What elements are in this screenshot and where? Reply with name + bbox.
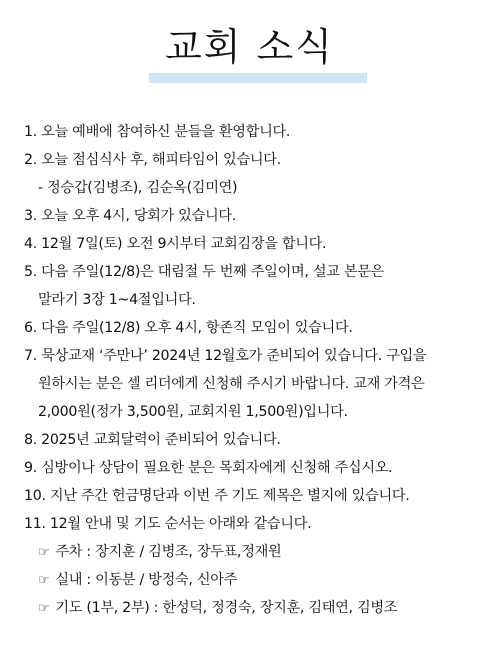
news-item-4: 4. 12월 7일(토) 오전 9시부터 교회김장을 합니다. xyxy=(24,236,327,252)
prayer-duty-text: 기도 (1부, 2부) : 한성덕, 정경숙, 장지훈, 김태연, 김병조 xyxy=(55,600,398,616)
news-item-7: 7. 묵상교재 ‘주만나’ 2024년 12월호가 준비되어 있습니다. 구입을 xyxy=(24,348,427,364)
news-item-1: 1. 오늘 예배에 참여하신 분들을 환영합니다. xyxy=(24,124,291,140)
news-item-11-indoor xyxy=(24,566,494,594)
pointing-hand-icon: ☞ xyxy=(38,573,50,588)
title-wrap xyxy=(0,24,499,70)
news-item-2: 2. 오늘 점심식사 후, 해피타임이 있습니다. xyxy=(24,152,281,168)
news-item-11-prayer xyxy=(24,594,494,622)
indoor-duty-text: 실내 : 이동분 / 방정숙, 신아주 xyxy=(55,572,238,588)
news-item-11: 11. 12월 안내 및 기도 순서는 아래와 같습니다. xyxy=(24,516,312,532)
page-title: 교회 소식 xyxy=(165,25,334,69)
news-item-11-parking xyxy=(24,538,494,566)
news-item-8: 8. 2025년 교회달력이 준비되어 있습니다. xyxy=(24,432,281,448)
parking-duty-text: 주차 : 장지훈 / 김병조, 장두표,정재원 xyxy=(55,544,282,560)
news-item-5: 5. 다음 주일(12/8)은 대림절 두 번째 주일이며, 설교 본문은 xyxy=(24,264,385,280)
news-item-7-continued-2: 2,000원(정가 3,500원, 교회지원 1,500원)입니다. xyxy=(38,404,348,420)
news-item-9: 9. 심방이나 상담이 필요한 분은 목회자에게 신청해 주십시오. xyxy=(24,460,393,476)
news-item-6: 6. 다음 주일(12/8) 오후 4시, 항존직 모임이 있습니다. xyxy=(24,320,353,336)
news-item-7-continued-1: 원하시는 분은 셀 리더에게 신청해 주시기 바랍니다. 교재 가격은 xyxy=(38,376,425,392)
title-underline xyxy=(149,73,367,83)
news-item-3: 3. 오늘 오후 4시, 당회가 있습니다. xyxy=(24,208,236,224)
news-item-5-continued: 말라기 3장 1~4절입니다. xyxy=(38,292,196,308)
news-item-10: 10. 지난 주간 헌금명단과 이번 주 기도 제목은 별지에 있습니다. xyxy=(24,488,410,504)
news-item-2-detail: - 정승갑(김병조), 김순옥(김미연) xyxy=(38,180,238,196)
news-list xyxy=(24,118,494,622)
pointing-hand-icon: ☞ xyxy=(38,601,50,616)
pointing-hand-icon: ☞ xyxy=(38,545,50,560)
